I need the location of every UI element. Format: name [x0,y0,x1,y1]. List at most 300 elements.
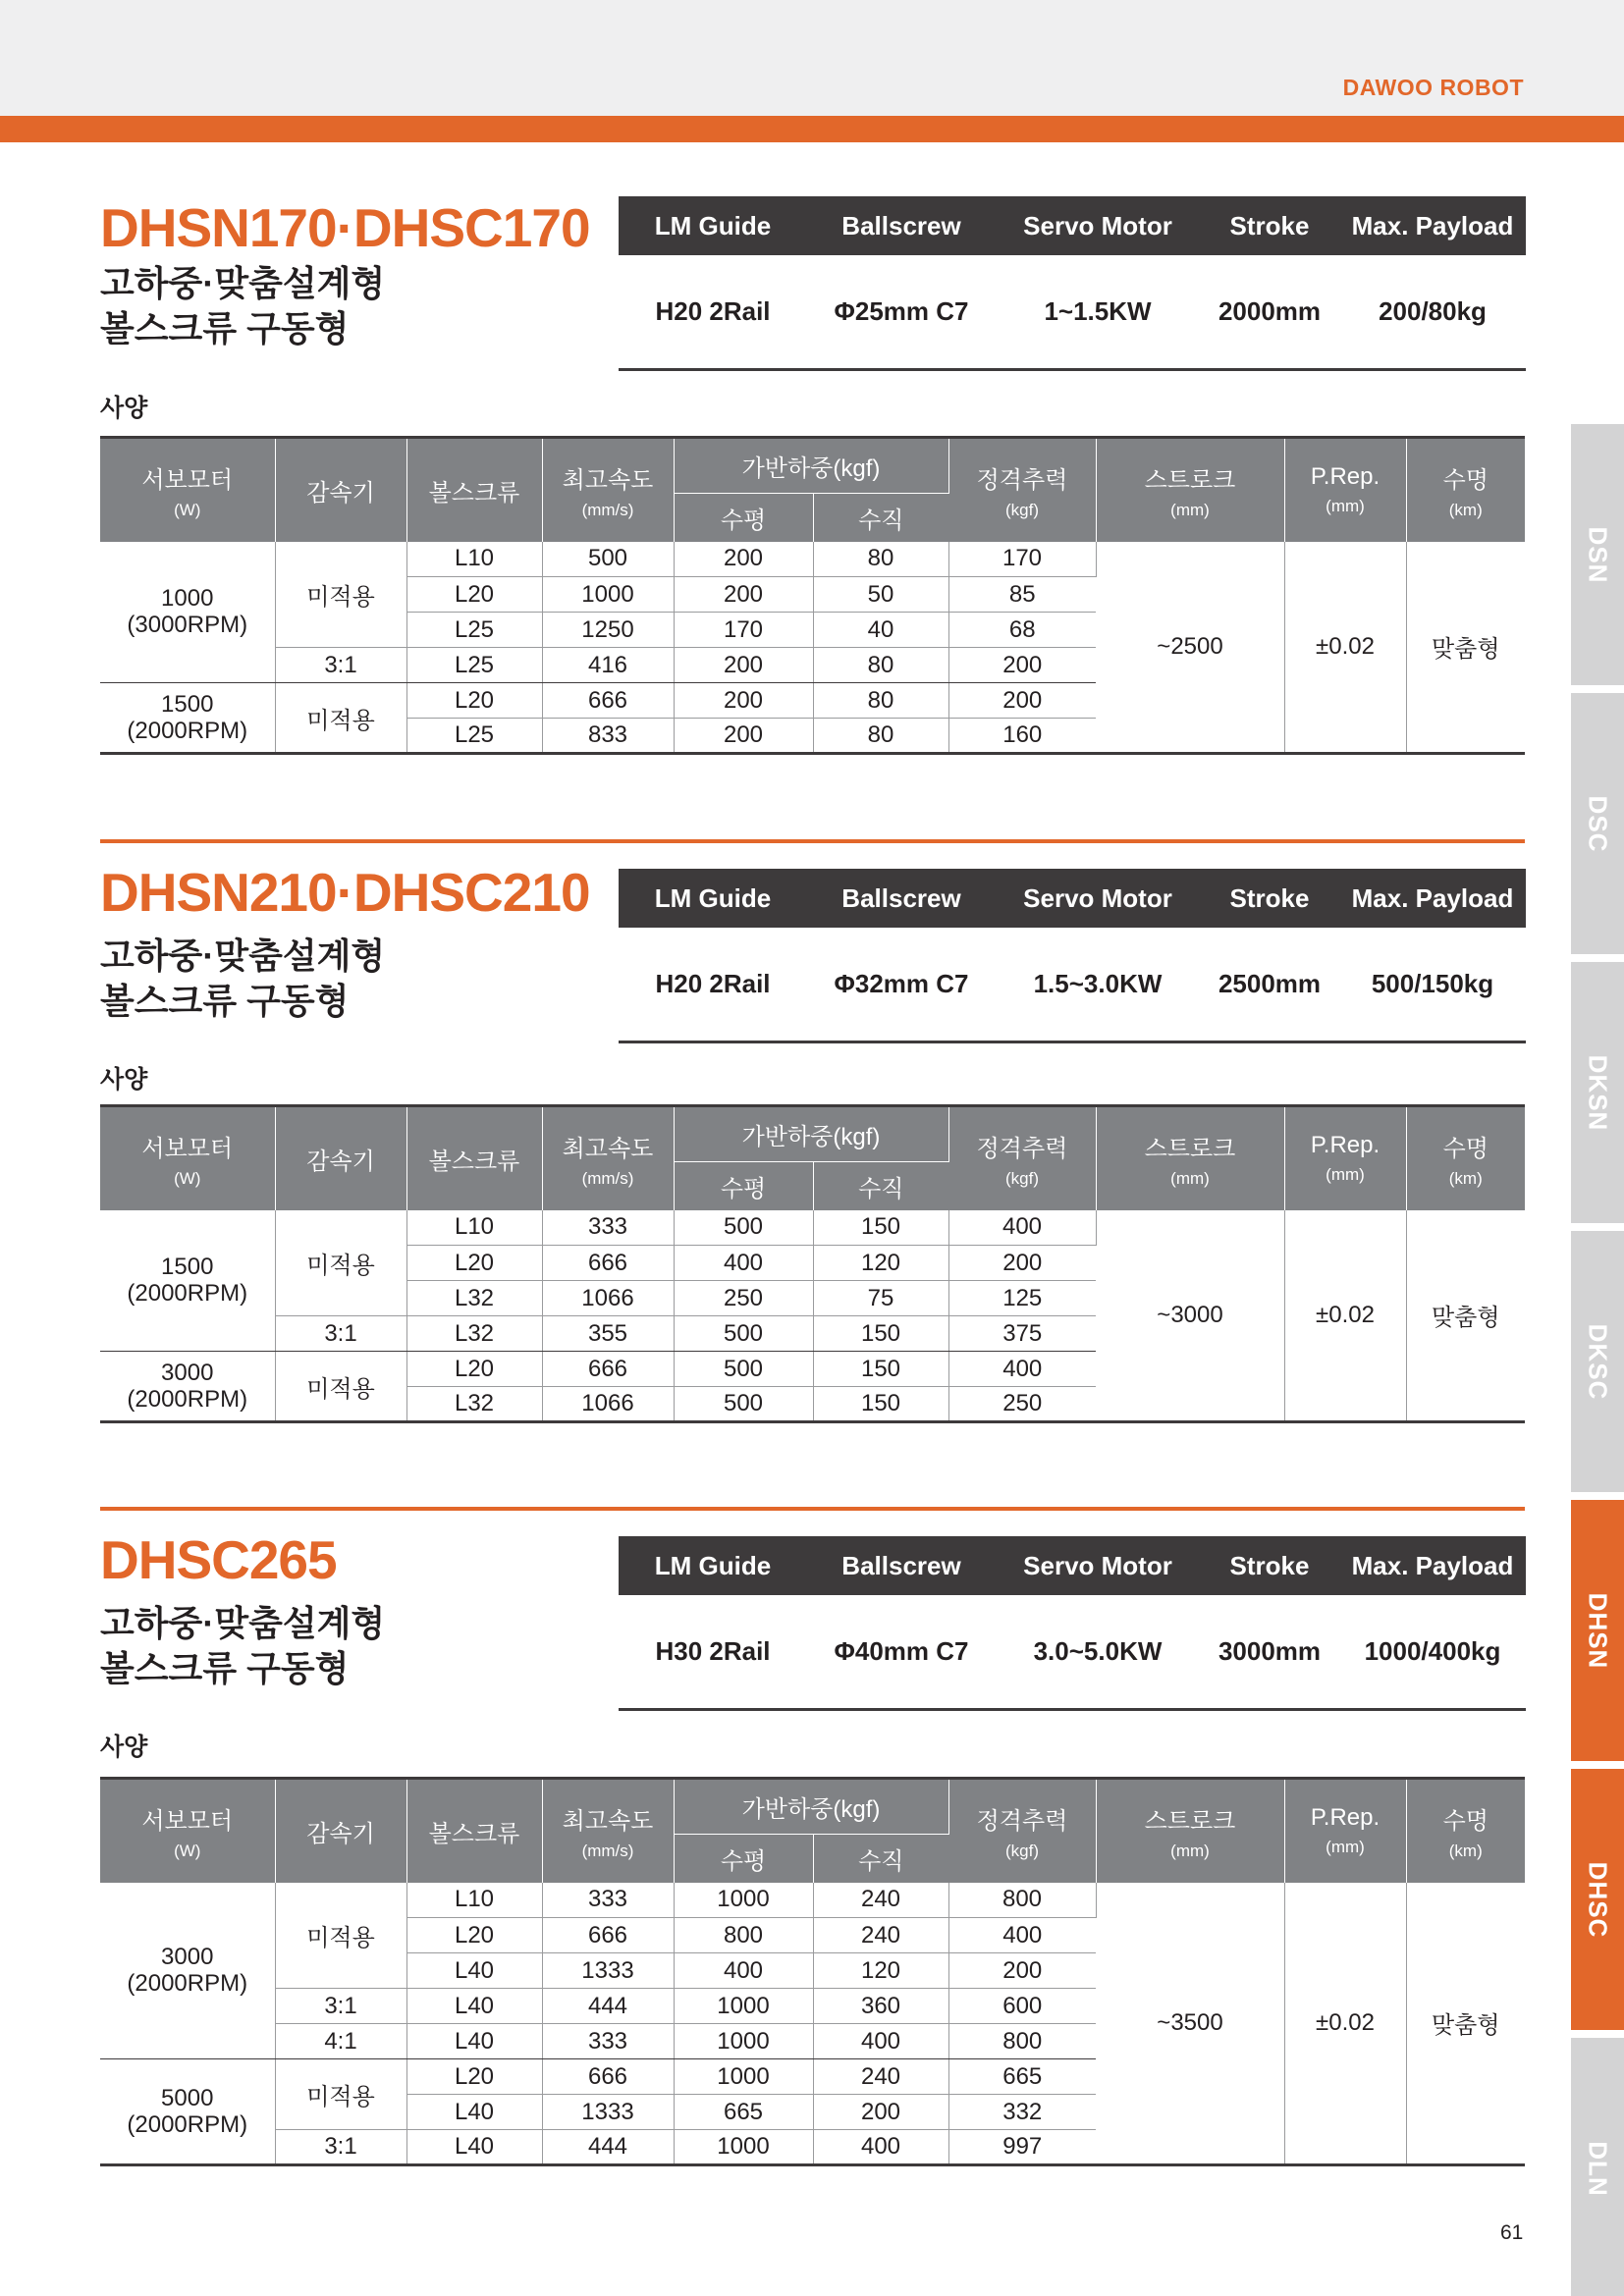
servo-motor-cell [100,1210,275,1352]
max-speed-cell: 666 [542,683,674,719]
header-unit: (kgf) [1005,1841,1039,1860]
ballscrew-lead-cell: L20 [406,577,542,613]
rated-thrust-cell: 800 [948,1883,1096,1918]
table-header-cell [100,438,275,542]
table-row [100,1210,1525,1246]
header-text: 수명 [1442,466,1489,494]
summary-value-row [619,1595,1526,1711]
summary-header-cell: Max. Payload [1351,210,1514,240]
max-speed-cell: 833 [542,719,674,754]
summary-value-cell: H20 2Rail [655,296,771,326]
max-speed-cell: 333 [542,2024,674,2059]
table-header-cell [674,1106,948,1162]
vertical-payload-cell: 400 [813,2130,948,2165]
horizontal-payload-cell: 170 [674,613,813,648]
horizontal-payload-cell: 1000 [674,1883,813,1918]
ballscrew-lead-cell: L10 [406,1210,542,1246]
side-tab-dksc[interactable] [1571,1231,1624,1492]
header-unit: (W) [174,1168,201,1188]
servo-motor-cell [100,542,275,683]
table-header-cell [674,494,813,542]
max-speed-cell: 1333 [542,1953,674,1989]
summary-spec-box [619,196,1526,371]
repeatability-cell: ±0.02 [1284,542,1406,754]
side-tab-dksn[interactable] [1571,962,1624,1223]
rated-thrust-cell: 400 [948,1918,1096,1953]
header-text: 스트로크 [1144,1807,1236,1835]
vertical-payload-cell: 150 [813,1387,948,1422]
vertical-payload-cell: 80 [813,683,948,719]
rated-thrust-cell: 665 [948,2059,1096,2095]
ballscrew-lead-cell: L32 [406,1281,542,1316]
table-header-cell [674,1779,948,1835]
header-text: 서보모터 [141,1807,234,1835]
horizontal-payload-cell: 400 [674,1246,813,1281]
table-header-cell [674,1835,813,1883]
table-header-cell [275,1106,406,1210]
motor-power: 3000 [161,1944,214,1971]
repeatability-cell: ±0.02 [1284,1210,1406,1422]
summary-header-cell: Servo Motor [1023,1550,1172,1580]
rated-thrust-cell: 250 [948,1387,1096,1422]
reducer-cell: 3:1 [275,1316,406,1352]
reducer-cell: 미적용 [275,1883,406,1989]
vertical-payload-cell: 75 [813,1281,948,1316]
side-tab-label: DKSC [1583,1323,1613,1400]
motor-power: 1500 [161,1254,214,1281]
subtitle-line: 볼스크류 구동형 [100,1648,350,1688]
ballscrew-lead-cell: L32 [406,1387,542,1422]
stroke-cell: ~2500 [1096,542,1284,754]
header-text: 수평 [720,1847,767,1875]
ballscrew-lead-cell: L40 [406,2024,542,2059]
header-text: 감속기 [306,1148,375,1175]
vertical-payload-cell: 240 [813,1883,948,1918]
model-subtitle [100,1601,385,1691]
header-text: P.Rep. [1310,1804,1380,1832]
max-speed-cell: 333 [542,1883,674,1918]
rated-thrust-cell: 375 [948,1316,1096,1352]
side-tab-label: DHSC [1583,1861,1613,1938]
vertical-payload-cell: 400 [813,2024,948,2059]
summary-header-cell: Servo Motor [1023,882,1172,913]
header-text: 스트로크 [1144,466,1236,494]
ballscrew-lead-cell: L20 [406,1352,542,1387]
horizontal-payload-cell: 200 [674,719,813,754]
table-header-cell [275,438,406,542]
servo-motor-cell [100,1352,275,1422]
table-header-cell [674,438,948,494]
motor-rpm: (2000RPM) [127,718,248,744]
rated-thrust-cell: 85 [948,577,1096,613]
horizontal-payload-cell: 1000 [674,1989,813,2024]
summary-header-cell: LM Guide [654,882,772,913]
summary-value-cell: 200/80kg [1379,296,1487,326]
summary-header-cell: LM Guide [654,1550,772,1580]
table-header-cell [275,1779,406,1883]
model-title: DHSN170·DHSC170 [100,197,590,258]
life-cell: 맞춤형 [1406,1210,1525,1422]
max-speed-cell: 666 [542,1246,674,1281]
header-text: 정격추력 [976,1135,1068,1162]
header-unit: (kgf) [1005,1168,1039,1188]
vertical-payload-cell: 80 [813,542,948,577]
side-tab-nav [1571,424,1624,2296]
table-header-cell [948,438,1096,542]
rated-thrust-cell: 200 [948,1953,1096,1989]
summary-value-cell: 2000mm [1218,296,1322,326]
max-speed-cell: 1066 [542,1387,674,1422]
vertical-payload-cell: 80 [813,648,948,683]
vertical-payload-cell: 40 [813,613,948,648]
stroke-cell: ~3000 [1096,1210,1284,1422]
vertical-payload-cell: 150 [813,1210,948,1246]
rated-thrust-cell: 200 [948,1246,1096,1281]
header-unit: (mm) [1170,500,1210,519]
model-subtitle [100,261,385,351]
table-header-cell [100,1106,275,1210]
servo-motor-cell [100,1883,275,2059]
horizontal-payload-cell: 500 [674,1387,813,1422]
horizontal-payload-cell: 1000 [674,2130,813,2165]
summary-header-cell: Servo Motor [1023,210,1172,240]
ballscrew-lead-cell: L10 [406,1883,542,1918]
motor-rpm: (2000RPM) [127,1970,248,1998]
summary-value-cell: 1.5~3.0KW [1033,969,1163,998]
spec-table [100,1777,1525,2166]
header-text: 스트로크 [1144,1135,1236,1162]
header-unit: (mm) [1326,1838,1365,1857]
servo-motor-cell [100,683,275,754]
table-header-cell [1096,438,1284,542]
spec-table [100,1104,1525,1423]
page-header [0,0,1624,116]
summary-header-cell: Ballscrew [841,210,961,240]
ballscrew-lead-cell: L40 [406,2130,542,2165]
rated-thrust-cell: 800 [948,2024,1096,2059]
header-unit: (km) [1448,1841,1483,1860]
reducer-cell: 미적용 [275,1210,406,1316]
reducer-cell: 3:1 [275,648,406,683]
summary-value-cell: Φ40mm C7 [834,1636,969,1666]
header-text: 가반하중(kgf) [741,1796,881,1823]
table-header-cell [1406,438,1525,542]
max-speed-cell: 1066 [542,1281,674,1316]
summary-value-cell: 500/150kg [1371,969,1494,998]
summary-header-cell: Stroke [1229,210,1310,240]
summary-value-row [619,255,1526,371]
header-unit: (km) [1448,500,1483,519]
header-unit: (mm/s) [581,1841,634,1860]
vertical-payload-cell: 150 [813,1352,948,1387]
header-text: 수명 [1442,1135,1489,1162]
model-title: DHSC265 [100,1529,337,1590]
horizontal-payload-cell: 1000 [674,2059,813,2095]
summary-value-cell: 3.0~5.0KW [1033,1636,1163,1666]
rated-thrust-cell: 170 [948,542,1096,577]
horizontal-payload-cell: 500 [674,1210,813,1246]
header-text: 서보모터 [141,1135,234,1162]
header-text: 서보모터 [141,466,234,494]
max-speed-cell: 355 [542,1316,674,1352]
header-unit: (mm) [1326,1165,1365,1185]
max-speed-cell: 444 [542,1989,674,2024]
life-cell: 맞춤형 [1406,1883,1525,2165]
ballscrew-lead-cell: L40 [406,1953,542,1989]
vertical-payload-cell: 120 [813,1246,948,1281]
section-divider [100,839,1525,843]
rated-thrust-cell: 160 [948,719,1096,754]
table-header-cell [542,438,674,542]
table-header-cell [1284,1106,1406,1210]
summary-value-cell: Φ32mm C7 [834,969,969,998]
table-header-cell [406,1106,542,1210]
table-header-cell [1284,438,1406,542]
header-text: 수직 [858,1175,904,1202]
summary-value-cell: 2500mm [1218,969,1322,998]
table-header-cell [813,1835,948,1883]
reducer-cell: 미적용 [275,2059,406,2130]
header-unit: (W) [174,500,201,519]
table-row [100,542,1525,577]
motor-power: 5000 [161,2085,214,2111]
table-header-cell [1406,1779,1525,1883]
ballscrew-lead-cell: L10 [406,542,542,577]
summary-header-cell: Max. Payload [1351,882,1514,913]
side-tab-dsn[interactable] [1571,424,1624,685]
side-tab-label: DLN [1583,2140,1613,2197]
side-tab-dhsn[interactable] [1571,1500,1624,1761]
header-text: 볼스크류 [428,479,520,507]
horizontal-payload-cell: 800 [674,1918,813,1953]
table-header-cell [674,1162,813,1210]
ballscrew-lead-cell: L20 [406,1918,542,1953]
horizontal-payload-cell: 500 [674,1316,813,1352]
repeatability-cell: ±0.02 [1284,1883,1406,2165]
header-text: 최고속도 [562,1135,654,1162]
max-speed-cell: 666 [542,2059,674,2095]
side-tab-label: DSN [1583,526,1613,583]
horizontal-payload-cell: 1000 [674,2024,813,2059]
max-speed-cell: 416 [542,648,674,683]
ballscrew-lead-cell: L25 [406,648,542,683]
subtitle-line: 고하중·맞춤설계형 [100,263,386,303]
summary-value-cell: 3000mm [1218,1636,1322,1666]
vertical-payload-cell: 50 [813,577,948,613]
life-cell: 맞춤형 [1406,542,1525,754]
vertical-payload-cell: 240 [813,1918,948,1953]
motor-power: 3000 [161,1360,214,1386]
servo-motor-cell [100,2059,275,2165]
header-unit: (W) [174,1841,201,1860]
side-tab-dln[interactable] [1571,2038,1624,2296]
summary-header-row [619,869,1526,928]
table-header-cell [1406,1106,1525,1210]
summary-spec-box [619,1536,1526,1711]
vertical-payload-cell: 150 [813,1316,948,1352]
motor-rpm: (3000RPM) [127,612,248,639]
summary-header-cell: Max. Payload [1351,1550,1514,1580]
subtitle-line: 볼스크류 구동형 [100,308,350,348]
rated-thrust-cell: 200 [948,683,1096,719]
vertical-payload-cell: 200 [813,2095,948,2130]
summary-header-row [619,1536,1526,1595]
side-tab-label: DSC [1583,795,1613,852]
motor-power: 1500 [161,691,214,718]
reducer-cell: 미적용 [275,542,406,648]
spec-label: 사양 [100,1066,148,1094]
rated-thrust-cell: 997 [948,2130,1096,2165]
header-text: 감속기 [306,1820,375,1847]
vertical-payload-cell: 120 [813,1953,948,1989]
model-subtitle [100,934,385,1024]
table-header-cell [813,494,948,542]
side-tab-dsc[interactable] [1571,693,1624,954]
horizontal-payload-cell: 250 [674,1281,813,1316]
header-text: 정격추력 [976,1807,1068,1835]
table-row [100,1883,1525,1918]
horizontal-payload-cell: 665 [674,2095,813,2130]
header-text: 수직 [858,1847,904,1875]
section-divider [100,1507,1525,1511]
rated-thrust-cell: 68 [948,613,1096,648]
summary-value-cell: 1000/400kg [1364,1636,1501,1666]
horizontal-payload-cell: 400 [674,1953,813,1989]
header-text: P.Rep. [1310,463,1380,491]
summary-header-cell: Ballscrew [841,1550,961,1580]
subtitle-line: 고하중·맞춤설계형 [100,935,386,976]
subtitle-line: 고하중·맞춤설계형 [100,1603,386,1643]
reducer-cell: 4:1 [275,2024,406,2059]
header-unit: (km) [1448,1168,1483,1188]
rated-thrust-cell: 600 [948,1989,1096,2024]
horizontal-payload-cell: 500 [674,1352,813,1387]
header-text: 가반하중(kgf) [741,455,881,482]
table-header-cell [1284,1779,1406,1883]
rated-thrust-cell: 200 [948,648,1096,683]
horizontal-payload-cell: 200 [674,683,813,719]
max-speed-cell: 500 [542,542,674,577]
header-text: 볼스크류 [428,1820,520,1847]
header-text: 수평 [720,1175,767,1202]
summary-spec-box [619,869,1526,1043]
table-header-cell [1096,1106,1284,1210]
summary-value-cell: Φ25mm C7 [834,296,969,326]
max-speed-cell: 1333 [542,2095,674,2130]
table-header-cell [406,1779,542,1883]
table-header-cell [542,1106,674,1210]
max-speed-cell: 333 [542,1210,674,1246]
motor-power: 1000 [161,585,214,613]
header-text: 볼스크류 [428,1148,520,1175]
table-header-cell [948,1106,1096,1210]
header-text: 최고속도 [562,466,654,494]
header-unit: (mm) [1326,497,1365,516]
ballscrew-lead-cell: L20 [406,2059,542,2095]
header-text: 수직 [858,507,904,534]
summary-header-cell: Stroke [1229,1550,1310,1580]
table-header-cell [948,1779,1096,1883]
header-text: 가반하중(kgf) [741,1124,881,1150]
brand-name: DAWOO ROBOT [1342,75,1524,100]
reducer-cell: 미적용 [275,683,406,754]
model-title: DHSN210·DHSC210 [100,862,590,923]
ballscrew-lead-cell: L25 [406,613,542,648]
ballscrew-lead-cell: L40 [406,2095,542,2130]
summary-header-row [619,196,1526,255]
header-unit: (kgf) [1005,500,1039,519]
max-speed-cell: 1250 [542,613,674,648]
max-speed-cell: 666 [542,1918,674,1953]
header-text: 감속기 [306,479,375,507]
motor-rpm: (2000RPM) [127,1280,248,1308]
header-text: 최고속도 [562,1807,654,1835]
header-unit: (mm/s) [581,1168,634,1188]
rated-thrust-cell: 400 [948,1210,1096,1246]
vertical-payload-cell: 360 [813,1989,948,2024]
summary-header-cell: Ballscrew [841,882,961,913]
summary-value-cell: H30 2Rail [655,1636,771,1666]
reducer-cell: 미적용 [275,1352,406,1422]
summary-value-cell: 1~1.5KW [1044,296,1152,326]
ballscrew-lead-cell: L20 [406,1246,542,1281]
max-speed-cell: 444 [542,2130,674,2165]
table-header-cell [542,1779,674,1883]
spec-label: 사양 [100,1734,148,1761]
side-tab-label: DKSN [1583,1054,1613,1131]
motor-rpm: (2000RPM) [127,2111,248,2138]
ballscrew-lead-cell: L25 [406,719,542,754]
side-tab-label: DHSN [1583,1592,1613,1669]
summary-header-cell: Stroke [1229,882,1310,913]
horizontal-payload-cell: 200 [674,577,813,613]
header-unit: (mm) [1170,1168,1210,1188]
horizontal-payload-cell: 200 [674,542,813,577]
ballscrew-lead-cell: L40 [406,1989,542,2024]
ballscrew-lead-cell: L32 [406,1316,542,1352]
rated-thrust-cell: 125 [948,1281,1096,1316]
header-text: P.Rep. [1310,1132,1380,1159]
rated-thrust-cell: 400 [948,1352,1096,1387]
summary-value-row [619,928,1526,1043]
ballscrew-lead-cell: L20 [406,683,542,719]
page-number: 61 [1500,2221,1524,2244]
spec-table [100,436,1525,755]
max-speed-cell: 1000 [542,577,674,613]
header-accent-bar [0,116,1624,142]
table-header-cell [406,438,542,542]
header-unit: (mm/s) [581,500,634,519]
subtitle-line: 볼스크류 구동형 [100,981,350,1021]
reducer-cell: 3:1 [275,2130,406,2165]
table-header-cell [813,1162,948,1210]
table-header-cell [100,1779,275,1883]
rated-thrust-cell: 332 [948,2095,1096,2130]
table-header-cell [1096,1779,1284,1883]
stroke-cell: ~3500 [1096,1883,1284,2165]
header-text: 수평 [720,507,767,534]
summary-header-cell: LM Guide [654,210,772,240]
reducer-cell: 3:1 [275,1989,406,2024]
header-text: 수명 [1442,1807,1489,1835]
header-text: 정격추력 [976,466,1068,494]
header-unit: (mm) [1170,1841,1210,1860]
horizontal-payload-cell: 200 [674,648,813,683]
vertical-payload-cell: 240 [813,2059,948,2095]
side-tab-dhsc[interactable] [1571,1769,1624,2030]
motor-rpm: (2000RPM) [127,1386,248,1413]
vertical-payload-cell: 80 [813,719,948,754]
